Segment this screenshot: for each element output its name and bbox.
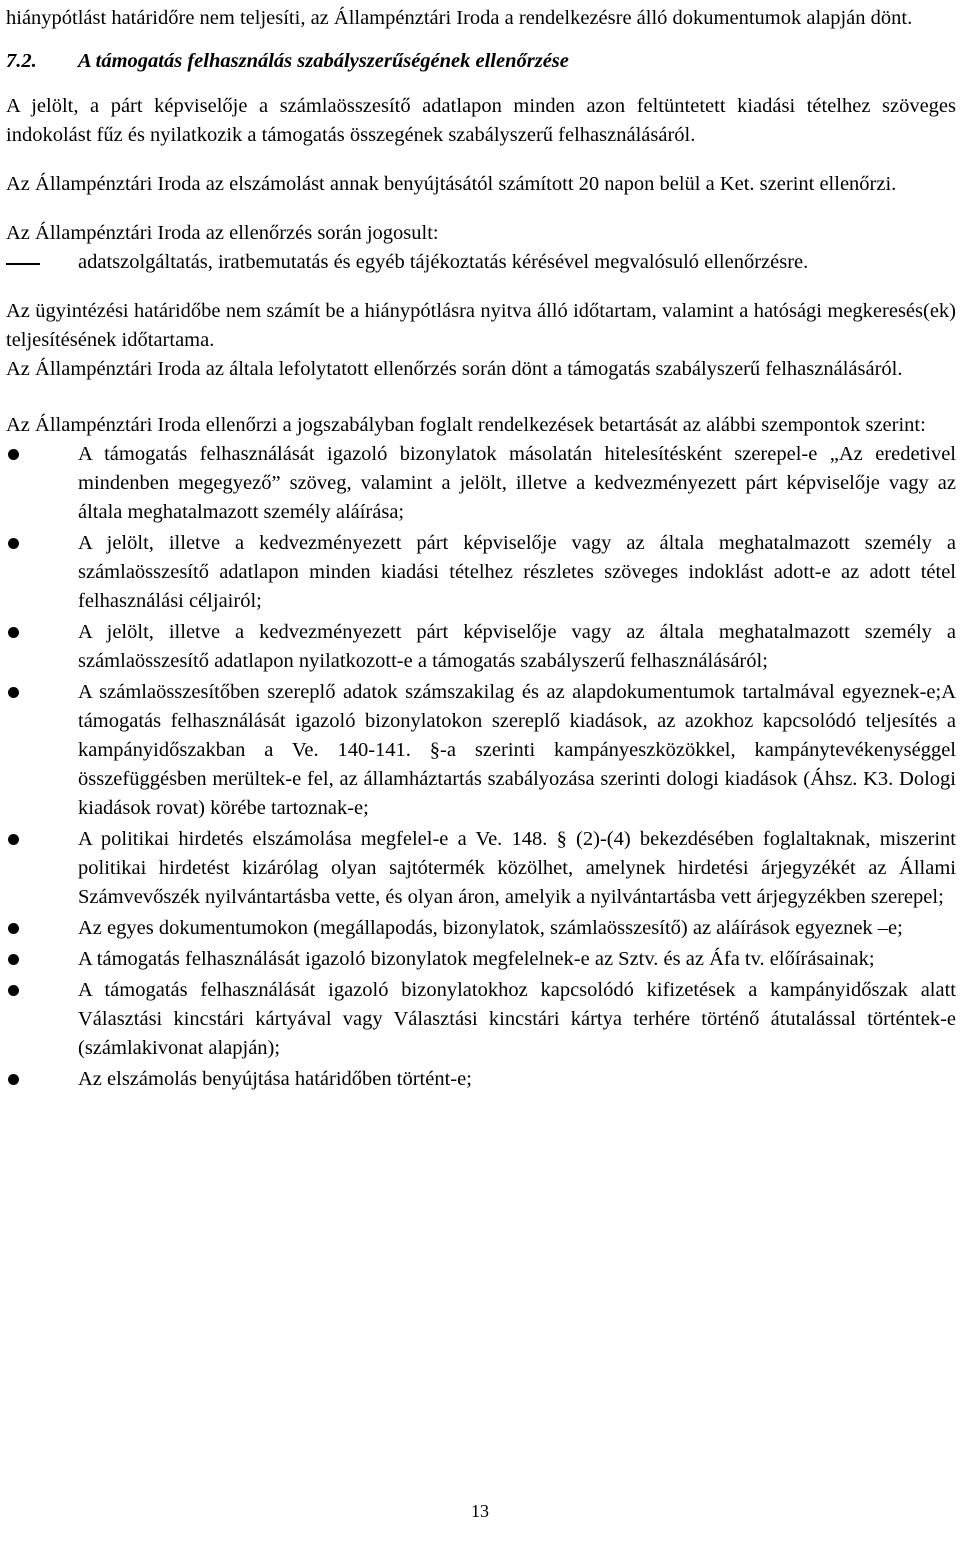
criteria-list-item: Az elszámolás benyújtása határidőben történt-e; [6,1065,956,1094]
criteria-list-item: A politikai hirdetés elszámolása megfelel-e a Ve. 148. § (2)-(4) bekezdésében foglaltaknak, miszerint politikai hirdetést kizárólag olyan sajtótermék közölhet, amelynek hirdetési árjegyzékét az Állami Számvevőszék nyilvántartásba vette, és olyan áron, amelyik a nyilvántartásba vett árjegyzékben szerepel; [6,825,956,912]
document-page [6,4,956,1094]
criteria-list-item: A támogatás felhasználását igazoló bizonylatok másolatán hitelesítésként szerepel-e „Az eredetivel mindenben megegyező” szöveg, valamint a jelölt, illetve a kedvezményezett párt képviselője vagy az általa meghatalmazott személy aláírása; [6,440,956,527]
paragraph-processing-time: Az ügyintézési határidőbe nem számít be a hiánypótlásra nyitva álló időtartam, valamint a hatósági megkeresés(ek) teljesítésének időtartama. [6,300,956,351]
intro-paragraph: hiánypótlást határidőre nem teljesíti, az Állampénztári Iroda a rendelkezésre álló dokumentumok alapján dönt. [6,7,913,29]
criteria-list-item: A jelölt, illetve a kedvezményezett párt képviselője vagy az általa meghatalmazott személy a számlaösszesítő adatlapon nyilatkozott-e a támogatás szabályszerű felhasználásáról; [6,618,956,676]
page-number: 13 [471,1501,489,1521]
paragraph-decision: Az Állampénztári Iroda az általa lefolytatott ellenőrzés során dönt a támogatás szabályszerű felhasználásáról. [6,358,903,380]
section-number: 7.2. [6,50,37,72]
paragraph-entitlement: Az Állampénztári Iroda az ellenőrzés során jogosult: [6,222,439,244]
criteria-list-item: A számlaösszesítőben szereplő adatok számszakilag és az alapdokumentumok tartalmával egyeznek-e;A támogatás felhasználását igazoló bizonylatokon szereplő kiadások, az azokhoz kapcsolódó teljesítés a kampányidőszakban a Ve. 140-141. §-a szerinti kampányeszközökkel, kampánytevékenységgel összefüggésben merültek-e fel, az államháztartás szabályozása szerinti dologi kiadások (Áhsz. K3. Dologi kiadások rovat) körébe tartoznak-e; [6,678,956,823]
paragraph-deadline: Az Állampénztári Iroda az elszámolást annak benyújtásától számított 20 napon belül a Ket. szerint ellenőrzi. [6,173,897,195]
dash-list-item: adatszolgáltatás, iratbemutatás és egyéb tájékoztatás kérésével megvalósuló ellenőrzésre. [6,248,956,277]
entitlement-list [6,248,956,277]
criteria-list-item: A támogatás felhasználását igazoló bizonylatokhoz kapcsolódó kifizetések a kampányidőszak alatt Választási kincstári kártyával vagy Választási kincstári kártya terhére történő átutalással történtek-e (számlakivonat alapján); [6,976,956,1063]
section-title: A támogatás felhasználás szabályszerűségének ellenőrzése [78,50,569,72]
criteria-list-item: A jelölt, illetve a kedvezményezett párt képviselője vagy az általa meghatalmazott személy a számlaösszesítő adatlapon minden kiadási tételhez részletes szöveges indoklást adott-e az adott tétel felhasználási céljairól; [6,529,956,616]
criteria-list-item: A támogatás felhasználását igazoló bizonylatok megfelelnek-e az Sztv. és az Áfa tv. előírásainak; [6,945,956,974]
paragraph-declaration: A jelölt, a párt képviselője a számlaösszesítő adatlapon minden azon feltüntetett kiadási tételhez szöveges indokolást fűz és nyilatkozik a támogatás összegének szabályszerű felhasználásáról. [6,95,956,146]
paragraph-criteria-intro: Az Állampénztári Iroda ellenőrzi a jogszabályban foglalt rendelkezések betartását az alábbi szempontok szerint: [6,414,926,436]
section-heading [6,47,956,76]
criteria-list [6,440,956,1094]
criteria-list-item: Az egyes dokumentumokon (megállapodás, bizonylatok, számlaösszesítő) az aláírások egyeznek –e; [6,914,956,943]
